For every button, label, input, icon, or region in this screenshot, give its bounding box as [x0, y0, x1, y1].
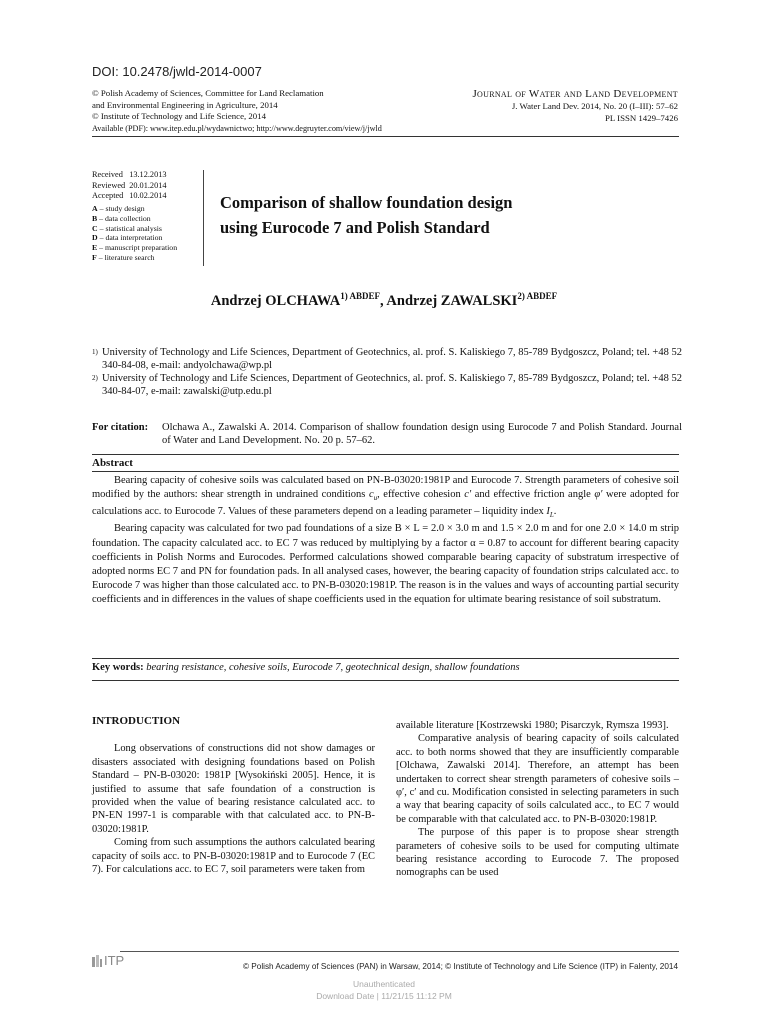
date-value: 20.01.2014 [129, 180, 167, 190]
footer-copyright: © Polish Academy of Sciences (PAN) in Warsaw, 2014; © Institute of Technology and Life Science (ITP) in Falenty, 2014 [243, 962, 678, 971]
itp-logo-icon [92, 955, 102, 967]
author-superscript: 2) ABDEF [517, 291, 558, 301]
affiliation-item [92, 346, 682, 372]
keywords-divider [92, 658, 679, 659]
review-dates [92, 170, 171, 202]
body-paragraph: Coming from such assumptions the authors calculated bearing capacity of soils acc. to PN-B-03020:1981P and to Eurocode 7 (EC 7). For calculations acc. to EC 7, soil parameters were taken from [92, 837, 375, 876]
abstract-paragraph: Bearing capacity of cohesive soils was calculated based on PN-B-03020:1981P and Eurocode 7. Strength parameters of cohesive soil modified by the authors: shear strength in undrained conditions $c_u$, effective cohesion c′ and effective friction angle φ′ were adopted for calculations acc. to Eurocode 7. Values of these parameters depend on a leading parameter – liquidity index $I_L$. [92, 475, 679, 520]
contribution-legend [92, 204, 212, 263]
doi-line: DOI: 10.2478/jwld-2014-0007 [92, 64, 262, 79]
body-paragraph: Comparative analysis of bearing capacity of soils calculated acc. to both norms showed that they are insufficiently comparable [Olchawa, Zawalski 2014]. Therefore, an attempt has been undertaken to correct shear strength parameters of cohesive soils – φ′, c′ and cu. Modification consisted in selecting parameters in such a way that bearing capacity of soils calculated acc., to EC 7 would be comparable with that calculated acc. to PN-B-03020:1981P. [396, 733, 679, 825]
date-label: Reviewed [92, 180, 126, 190]
watermark-line: Unauthenticated [353, 979, 415, 989]
author-list [0, 291, 768, 310]
keywords-label: Key words: [92, 662, 144, 673]
itp-logo-text: ITP [104, 953, 125, 968]
date-label: Accepted [92, 191, 124, 200]
abstract-body [92, 474, 679, 607]
body-paragraph: Long observations of constructions did not show damages or disasters associated with designing foundations based on Polish Standard – PN-B-03020: 1981P [Wysokiński 2005]. Hence, it is justified to assume that safe foundation of a construction is provided when the value of bearing resistance calculated acc. to PN-EN 1997-1 is comparable with that calculated acc. to PN-B-03020:1981P. [92, 743, 375, 835]
download-watermark [0, 978, 768, 1002]
title-line: using Eurocode 7 and Polish Standard [220, 218, 490, 237]
citation-text: Olchawa A., Zawalski A. 2014. Comparison of shallow foundation design using Eurocode 7 and Polish Standard. Journal of Water and Land Development. No. 20 p. 57–62. [162, 422, 682, 446]
abstract-paragraph: Bearing capacity was calculated for two pad foundations of a size B × L = 2.0 × 3.0 m and 1.5 × 2.0 m and for one 2.0 × 14.0 m strip foundation. The capacity calculated acc. to EC 7 was reduced by multiplying by a factor α = 0.87 to account for different bearing capacity coefficients in Polish Norms and Eurocodes. Performed calculations showed comparable bearing capacity of substratum irrespective of adopted norms EC 7 and PN for foundation pads. In all analysed cases, however, the bearing capacity of foundation strips calculated acc. to Eurocode 7 was higher than those calculated acc. to PN-B-03020:1981P. The reason is in the values and ways of accounting partial security coefficients and in differences in the values of shape coefficients used in the equation for ultimate bearing resistance of soil substratum. [92, 523, 679, 605]
journal-name: Journal of Water and Land Development [472, 88, 678, 100]
journal-issn: PL ISSN 1429–7426 [605, 112, 678, 123]
itp-logo [92, 953, 124, 968]
copyright-line: © Polish Academy of Sciences, Committee for Land Reclamation [92, 88, 324, 98]
body-column-right [396, 719, 679, 880]
header-copyright [92, 88, 392, 123]
author-separator: , [379, 292, 387, 309]
contribution-item: E – manuscript preparation [92, 243, 178, 253]
copyright-line: © Institute of Technology and Life Science, 2014 [92, 111, 266, 121]
header-divider [92, 136, 679, 137]
contribution-item: B – data collection [92, 213, 151, 223]
citation-block [92, 421, 682, 447]
keywords [92, 662, 679, 673]
date-value: 10.02.2014 [129, 191, 167, 200]
affiliation-text: University of Technology and Life Sciences, Department of Geotechnics, al. prof. S. Kaliskiego 7, 85-789 Bydgoszcz, Poland; tel. +48 52 340-84-07, e-mail: zawalski@utp.edu.pl [102, 373, 682, 397]
keywords-divider [92, 680, 679, 681]
citation-divider [92, 454, 679, 455]
date-row [92, 181, 171, 192]
affiliation-text: University of Technology and Life Sciences, Department of Geotechnics, al. prof. S. Kaliskiego 7, 85-789 Bydgoszcz, Poland; tel. +48 52 340-84-08, e-mail: andyolchawa@wp.pl [102, 347, 682, 371]
affiliations [92, 346, 682, 398]
citation-label: For citation: [92, 422, 149, 433]
body-paragraph: available literature [Kostrzewski 1980; Pisarczyk, Rymsza 1993]. [396, 720, 669, 731]
vertical-divider [203, 170, 204, 266]
affiliation-number: 1) [92, 348, 98, 356]
header-journal [388, 88, 678, 124]
author-superscript: 1) ABDEF [340, 291, 380, 301]
date-row [92, 191, 171, 202]
author-name: Andrzej OLCHAWA [210, 292, 341, 309]
affiliation-number: 2) [92, 374, 98, 382]
contribution-item: D – data interpretation [92, 233, 163, 243]
date-label: Received [92, 170, 123, 179]
abstract-heading: Abstract [92, 457, 133, 469]
body-column-left [92, 715, 375, 876]
section-heading: INTRODUCTION [92, 715, 181, 727]
title-line: Comparison of shallow foundation design [220, 193, 513, 212]
contribution-item: F – literature search [92, 252, 155, 262]
paper-title [220, 190, 640, 240]
affiliation-item [92, 372, 682, 398]
footer-divider [120, 951, 679, 952]
date-row [92, 170, 171, 181]
contribution-item: A – study design [92, 204, 145, 213]
available-link[interactable]: Available (PDF): www.itep.edu.pl/wydawnictwo; http://www.degruyter.com/view/j/jwld [92, 124, 382, 133]
keywords-text: bearing resistance, cohesive soils, Eurocode 7, geotechnical design, shallow foundations [143, 662, 520, 673]
watermark-line: Download Date | 11/21/15 11:12 PM [316, 991, 452, 1001]
body-paragraph: The purpose of this paper is to propose shear strength parameters of cohesive soils to be used for computing ultimate bearing resistance according to Eurocode 7. The proposed nomographs can be used [396, 827, 679, 879]
author-name: Andrzej ZAWALSKI [386, 292, 518, 309]
date-value: 13.12.2013 [129, 170, 167, 179]
copyright-line: and Environmental Engineering in Agriculture, 2014 [92, 99, 278, 110]
abstract-divider [92, 471, 679, 472]
contribution-item: C – statistical analysis [92, 223, 162, 233]
journal-citation: J. Water Land Dev. 2014, No. 20 (I–III): 57–62 [511, 101, 678, 111]
